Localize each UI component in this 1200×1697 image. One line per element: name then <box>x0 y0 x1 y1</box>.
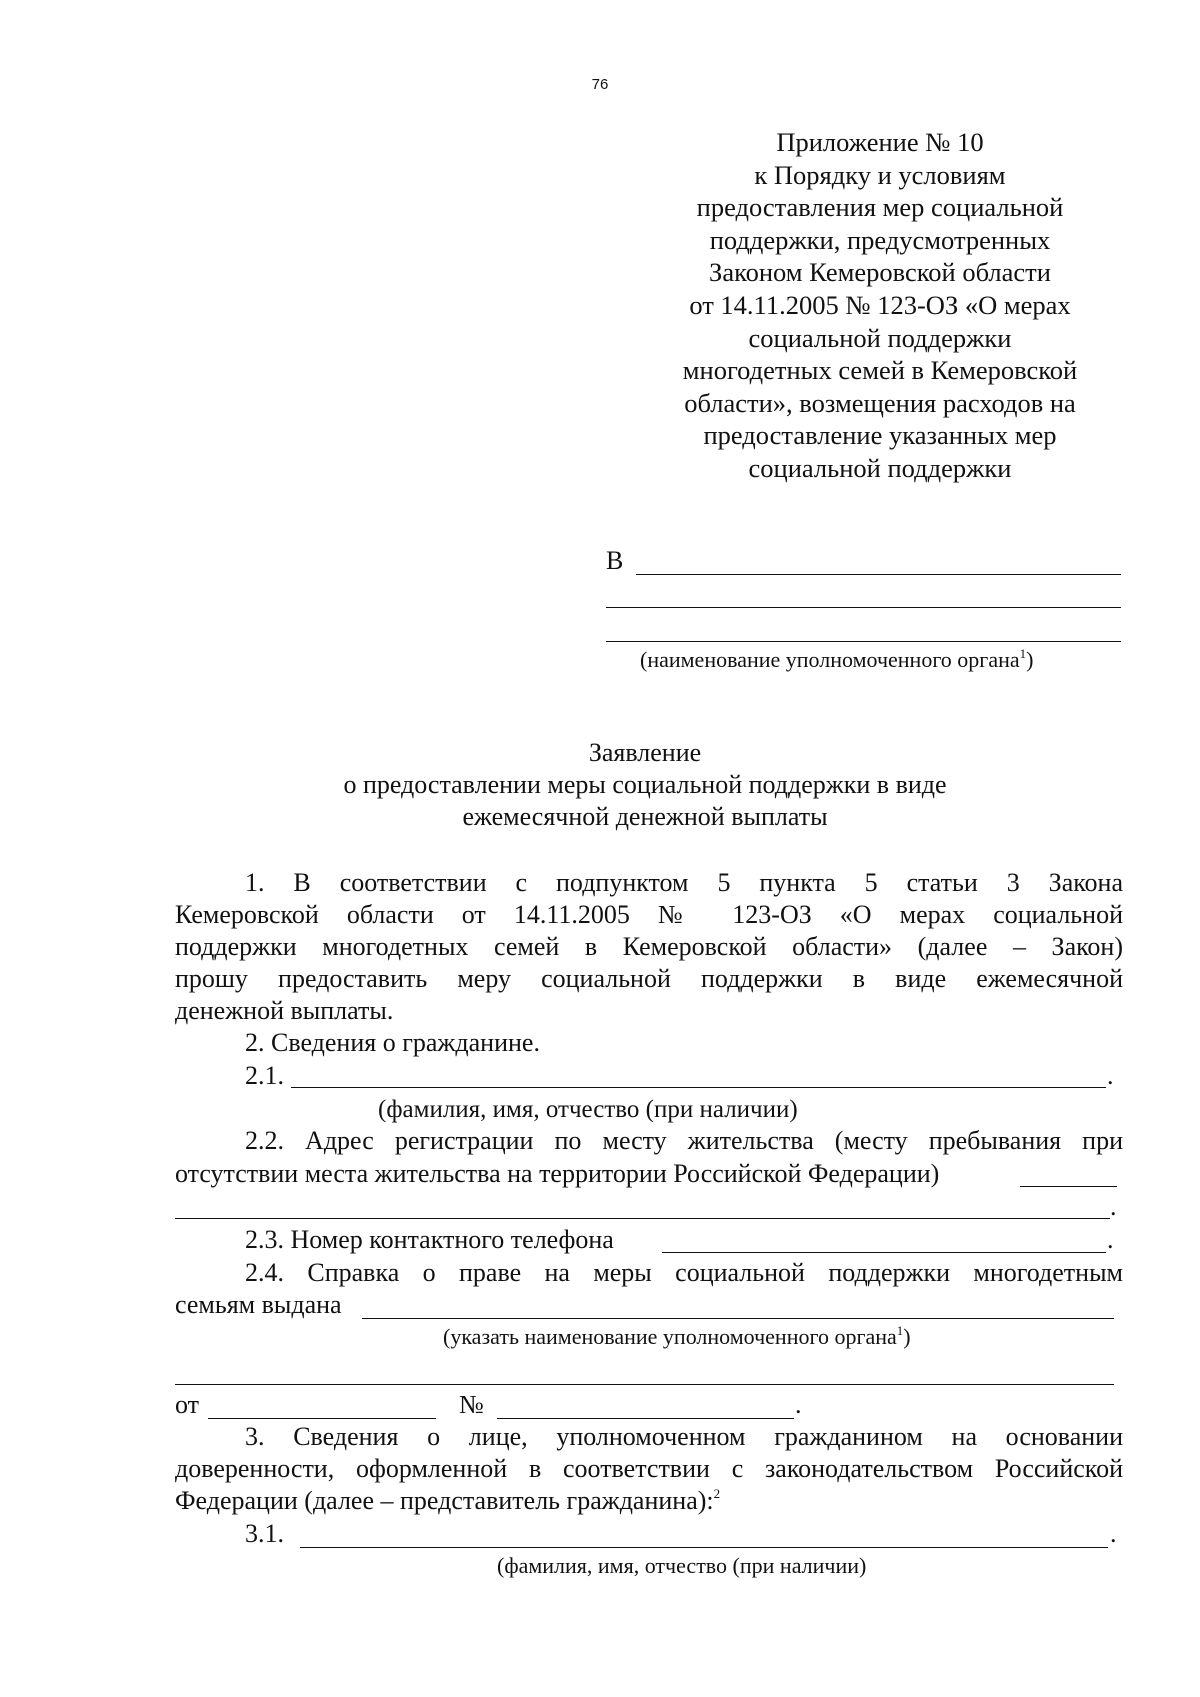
section3-line-3: Федерации (далее – представитель гражданина):$^2$ <box>175 1486 721 1515</box>
representative-fio-caption: (фамилия, имя, отчество (при наличии) <box>497 1553 867 1578</box>
certificate-number-field-line[interactable] <box>497 1418 794 1419</box>
para1-line: Кемеровской области от 14.11.2005 № 123-ОЗ «О мерах социальной <box>175 900 1123 929</box>
addressee-caption: (наименование уполномоченного органа$^1$) <box>640 645 1034 672</box>
item-2-4-line-1: 2.4. Справка о праве на меры социальной поддержки многодетным <box>245 1258 1123 1287</box>
addressee-field-line-3[interactable] <box>606 641 1121 642</box>
para1-line: поддержки многодетных семей в Кемеровской области» (далее – Закон) <box>175 932 1123 961</box>
item-2-1-end: . <box>1107 1061 1114 1090</box>
from-end: . <box>795 1390 802 1419</box>
certificate-issuer-field-line[interactable] <box>362 1318 1114 1319</box>
page-number: 76 <box>591 76 609 93</box>
appendix-header <box>640 126 1120 485</box>
appendix-line: социальной поддержки <box>748 452 1012 483</box>
item-2-3-label: 2.3. Номер контактного телефона <box>245 1225 614 1254</box>
address-field-line-2[interactable] <box>175 1218 1110 1219</box>
section2-heading: 2. Сведения о гражданине. <box>245 1028 540 1057</box>
item-2-3-end: . <box>1107 1225 1114 1254</box>
appendix-line: поддержки, предусмотренных <box>709 224 1051 255</box>
appendix-line: области», возмещения расходов на <box>684 387 1076 418</box>
item-2-4-line-2: семьям выдана <box>175 1290 342 1319</box>
para1-line: денежной выплаты. <box>175 996 394 1025</box>
section3-line-2: доверенности, оформленной в соответствии с законодательством Российской <box>175 1454 1123 1483</box>
phone-field-line[interactable] <box>662 1252 1106 1253</box>
certificate-date-field-line[interactable] <box>208 1418 436 1419</box>
appendix-line: к Порядку и условиям <box>754 159 1006 190</box>
appendix-line: предоставление указанных мер <box>703 420 1057 451</box>
item-2-2-line-2: отсутствии места жительства на территории Российской Федерации) <box>175 1159 940 1188</box>
address-field-line-1[interactable] <box>1020 1186 1117 1187</box>
addressee-field-line-2[interactable] <box>606 607 1121 608</box>
appendix-line: от 14.11.2005 № 123-ОЗ «О мерах <box>689 289 1071 320</box>
number-label: № <box>459 1390 484 1419</box>
issuer-caption: (указать наименование уполномоченного органа$^1$) <box>443 1322 911 1349</box>
fio-field-line[interactable] <box>291 1087 1106 1088</box>
item-2-2-line-1: 2.2. Адрес регистрации по месту жительства (месту пребывания при <box>245 1126 1123 1155</box>
para1-line: 1. В соответствии с подпунктом 5 пункта 5 статьи 3 Закона <box>245 868 1123 897</box>
document-subtitle-line-1: о предоставлении меры социальной поддержки в виде <box>343 770 947 799</box>
addressee-prefix: В <box>606 546 624 575</box>
document-title: Заявление <box>588 738 702 767</box>
from-label: от <box>175 1390 200 1419</box>
item-3-1-end: . <box>1110 1519 1117 1548</box>
appendix-line: предоставления мер социальной <box>696 192 1064 223</box>
item-2-1-label: 2.1. <box>245 1061 284 1090</box>
document-subtitle-line-2: ежемесячной денежной выплаты <box>462 802 828 831</box>
appendix-line: Приложение № 10 <box>776 127 984 157</box>
section3-line-1: 3. Сведения о лице, уполномоченном гражданином на основании <box>245 1422 1123 1451</box>
appendix-line: Законом Кемеровской области <box>709 257 1051 288</box>
item-2-2-end: . <box>1110 1192 1117 1221</box>
appendix-line: социальной поддержки <box>748 322 1012 353</box>
para1-line: прошу предоставить меру социальной поддержки в виде ежемесячной <box>175 964 1123 993</box>
fio-caption: (фамилия, имя, отчество (при наличии) <box>378 1096 798 1123</box>
item-3-1-label: 3.1. <box>245 1519 284 1548</box>
appendix-line: многодетных семей в Кемеровской <box>682 355 1078 386</box>
certificate-issuer-field-line-2[interactable] <box>175 1384 1114 1385</box>
addressee-field-line-1[interactable] <box>636 574 1121 575</box>
representative-fio-field-line[interactable] <box>300 1547 1108 1548</box>
